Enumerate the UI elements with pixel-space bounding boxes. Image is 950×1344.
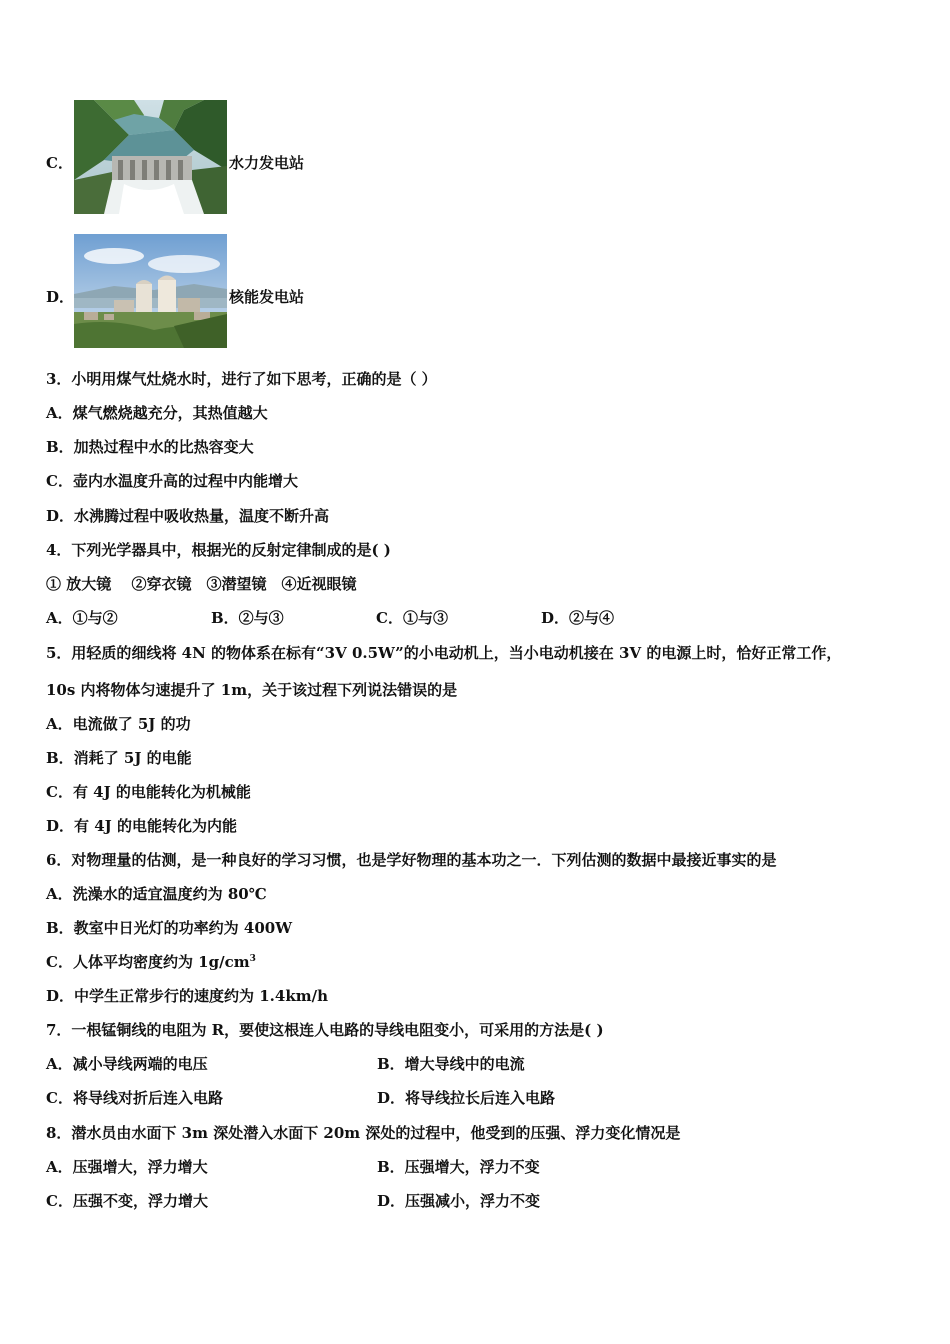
- question-7-option-c: C．将导线对折后连入电路: [46, 1089, 223, 1107]
- question-7-option-d: D．将导线拉长后连入电路: [377, 1089, 556, 1107]
- question-5-option-c: C．有 4J 的电能转化为机械能: [46, 783, 251, 801]
- question-8-option-a: A．压强增大，浮力增大: [46, 1158, 208, 1176]
- question-7-options-row2: [46, 1088, 555, 1108]
- question-4-option-b: B．②与③: [211, 609, 284, 627]
- option-d-nuclear: [46, 234, 346, 348]
- question-6-option-c: C．人体平均密度约为 1g/cm: [46, 953, 250, 971]
- nuclear-plant-photo: [74, 234, 227, 348]
- question-6-stem: 6．对物理量的估测，是一种良好的学习习惯，也是学好物理的基本功之一．下列估测的数据中最接近事实的是: [46, 851, 777, 869]
- question-5-option-a: A．电流做了 5J 的功: [46, 715, 191, 733]
- option-label: C．: [46, 154, 73, 172]
- question-7-stem: 7．一根锰铜线的电阻为 R，要使这根连人电路的导线电阻变小，可采用的方法是( ): [46, 1021, 604, 1039]
- question-5-stem-line2: 10s 内将物体匀速提升了 1m，关于该过程下列说法错误的是: [46, 681, 458, 699]
- question-4-option-a: A．①与②: [46, 609, 118, 627]
- question-7-options-row1: [46, 1054, 525, 1074]
- question-8-options-row1: [46, 1157, 540, 1177]
- question-8-option-d: D．压强减小，浮力不变: [377, 1192, 541, 1210]
- option-caption: 核能发电站: [229, 288, 305, 306]
- question-3-stem: 3．小明用煤气灶烧水时，进行了如下思考，正确的是（ ）: [46, 370, 437, 388]
- question-8-option-b: B．压强增大，浮力不变: [377, 1158, 540, 1176]
- question-4-option-c: C．①与③: [376, 609, 448, 627]
- question-4-option-d: D．②与④: [541, 609, 615, 627]
- question-5-stem-line1: 5．用轻质的细线将 4N 的物体系在标有“3V 0.5W”的小电动机上，当小电动机接在 3V 的电源上时，恰好正常工作，: [46, 644, 842, 662]
- superscript-exponent: 3: [249, 954, 256, 964]
- question-3-option-b: B．加热过程中水的比热容变大: [46, 438, 254, 456]
- question-8-options-row2: [46, 1191, 540, 1211]
- option-c-hydro: [46, 100, 346, 214]
- question-6-option-c-row: [46, 952, 256, 972]
- question-3-option-a: A．煤气燃烧越充分，其热值越大: [46, 404, 268, 422]
- question-8-option-c: C．压强不变，浮力增大: [46, 1192, 208, 1210]
- hydropower-dam-photo: [74, 100, 227, 214]
- question-3-option-d: D．水沸腾过程中吸收热量，温度不断升高: [46, 507, 330, 525]
- question-8-stem: 8．潜水员由水面下 3m 深处潜入水面下 20m 深处的过程中，他受到的压强、浮力变化情况是: [46, 1124, 681, 1142]
- question-6-option-a: A．洗澡水的适宜温度约为 80℃: [46, 885, 267, 903]
- question-5-option-d: D．有 4J 的电能转化为内能: [46, 817, 237, 835]
- question-7-option-a: A．减小导线两端的电压: [46, 1055, 208, 1073]
- question-3-option-c: C．壶内水温度升高的过程中内能增大: [46, 472, 298, 490]
- question-4-items: ① 放大镜 ②穿衣镜 ③潜望镜 ④近视眼镜: [46, 575, 357, 593]
- question-4-options: [46, 608, 614, 628]
- option-caption: 水力发电站: [229, 154, 305, 172]
- question-5-option-b: B．消耗了 5J 的电能: [46, 749, 192, 767]
- question-6-option-b: B．教室中日光灯的功率约为 400W: [46, 919, 293, 937]
- question-6-option-d: D．中学生正常步行的速度约为 1.4km/h: [46, 987, 328, 1005]
- question-7-option-b: B．增大导线中的电流: [377, 1055, 525, 1073]
- question-4-stem: 4．下列光学器具中，根据光的反射定律制成的是( ): [46, 541, 391, 559]
- option-label: D．: [46, 288, 75, 306]
